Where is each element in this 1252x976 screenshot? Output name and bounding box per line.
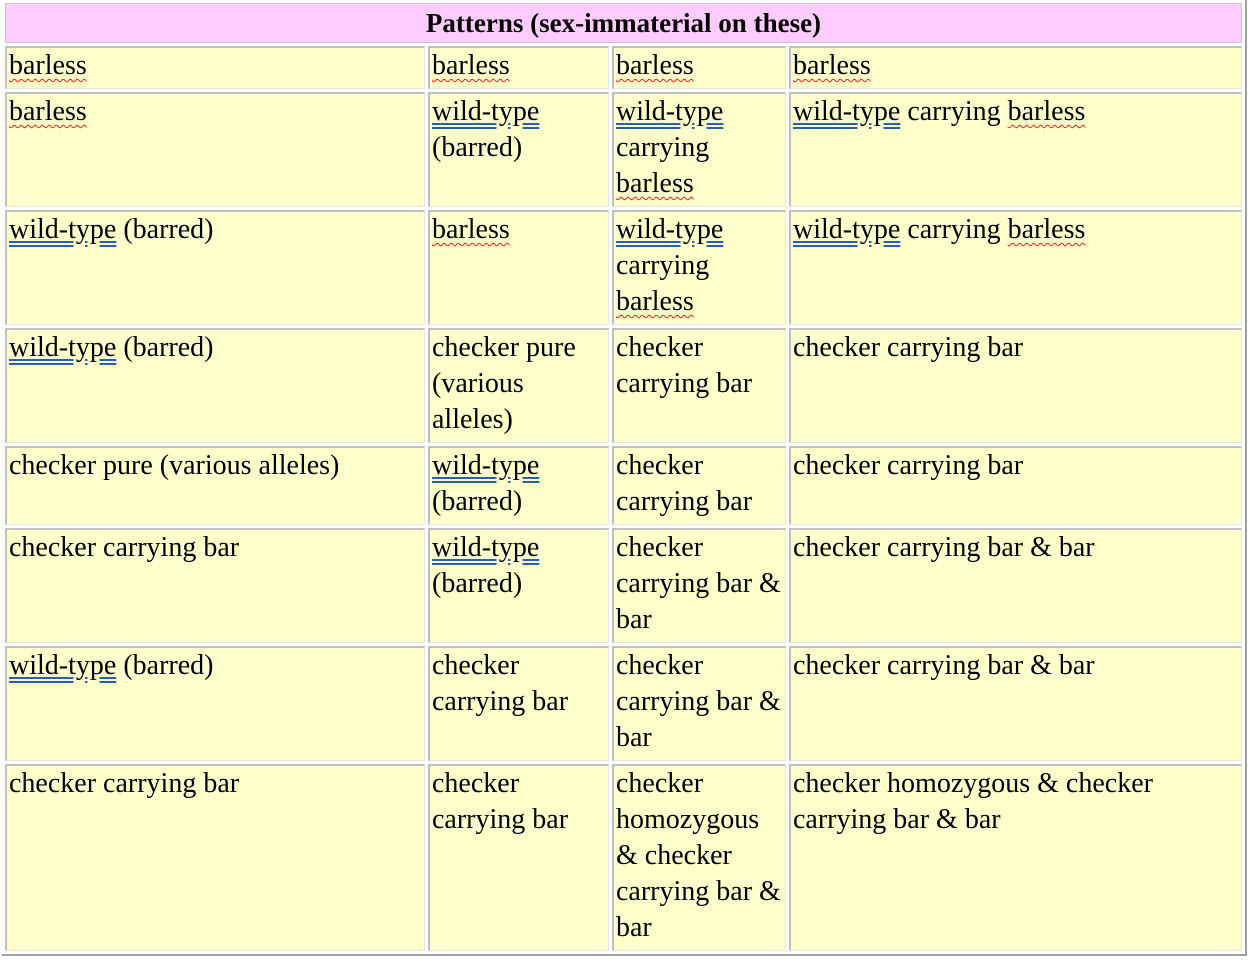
table-cell [612,210,786,325]
table-row [5,46,1242,89]
table-cell [789,328,1242,443]
spelling-marked-term: barless [9,96,87,127]
table-row [5,764,1242,951]
table-cell [612,528,786,643]
table-cell [5,92,425,207]
title-row [5,3,1242,43]
table-cell [789,92,1242,207]
spelling-marked-term: barless [432,214,510,245]
table-cell [5,764,425,951]
table-row [5,210,1242,325]
cell-text: checker homozygous & checker carrying bar & bar [616,768,781,943]
spelling-marked-term: barless [793,50,871,81]
cell-text: checker carrying bar [616,450,753,517]
cell-text: checker carrying bar [9,768,240,799]
cell-text: checker pure (various alleles) [432,332,576,435]
cell-text: carrying [900,214,1008,245]
cell-text: checker carrying bar [793,450,1024,481]
table-cell [612,46,786,89]
grammar-marked-term: wild-type [432,532,540,563]
table-row [5,446,1242,525]
cell-text: checker carrying bar [432,650,569,717]
cell-text: checker carrying bar & bar [616,650,781,753]
grammar-marked-term: wild-type [9,650,117,681]
table-cell [428,446,609,525]
grammar-marked-term: wild-type [432,96,540,127]
cell-text: checker pure (various alleles) [9,450,340,481]
cell-text: checker homozygous & checker carrying bar & bar [793,768,1153,835]
table-cell [5,210,425,325]
spelling-marked-term: barless [616,286,694,317]
spelling-marked-term: barless [1007,96,1086,127]
grammar-marked-term: wild-type [616,214,724,245]
spelling-marked-term: barless [616,50,694,81]
table-cell [612,764,786,951]
table-row [5,328,1242,443]
table-cell [789,528,1242,643]
table-cell [789,764,1242,951]
cell-text: (barred) [116,214,214,245]
table-cell [789,446,1242,525]
table-cell [428,528,609,643]
cell-text: checker carrying bar [793,332,1024,363]
table-cell [5,328,425,443]
cell-text: carrying [900,96,1008,127]
spelling-marked-term: barless [432,50,510,81]
grammar-marked-term: wild-type [793,96,901,127]
cell-text: (barred) [116,650,214,681]
table-cell [789,210,1242,325]
spelling-marked-term: barless [1007,214,1086,245]
table-cell [5,528,425,643]
table-cell [428,646,609,761]
cell-text: (barred) [432,132,523,163]
spelling-marked-term: barless [9,50,87,81]
cell-text: checker carrying bar & bar [793,532,1095,563]
table-cell [428,328,609,443]
cell-text: (barred) [432,486,523,517]
table-cell [612,646,786,761]
cell-text: carrying [616,250,710,281]
cell-text: carrying [616,132,710,163]
grammar-marked-term: wild-type [432,450,540,481]
cell-text: checker carrying bar & bar [616,532,781,635]
cell-text: checker carrying bar & bar [793,650,1095,681]
table-cell [428,764,609,951]
cell-text: checker carrying bar [616,332,753,399]
table-cell [612,446,786,525]
table-row [5,646,1242,761]
table-cell [789,46,1242,89]
grammar-marked-term: wild-type [616,96,724,127]
table-cell [612,328,786,443]
grammar-marked-term: wild-type [9,214,117,245]
table-cell [428,46,609,89]
cell-text: (barred) [432,568,523,599]
table-cell [428,92,609,207]
grammar-marked-term: wild-type [793,214,901,245]
table-cell [5,46,425,89]
grammar-marked-term: wild-type [9,332,117,363]
table-title: Patterns (sex-immaterial on these) [5,3,1242,43]
spelling-marked-term: barless [616,168,694,199]
table-cell [5,446,425,525]
cell-text: (barred) [116,332,214,363]
table-cell [428,210,609,325]
cell-text: checker carrying bar [9,532,240,563]
table-cell [5,646,425,761]
cell-text: checker carrying bar [432,768,569,835]
patterns-table [2,0,1247,956]
table-cell [612,92,786,207]
table-row [5,92,1242,207]
table-cell [789,646,1242,761]
table-row [5,528,1242,643]
